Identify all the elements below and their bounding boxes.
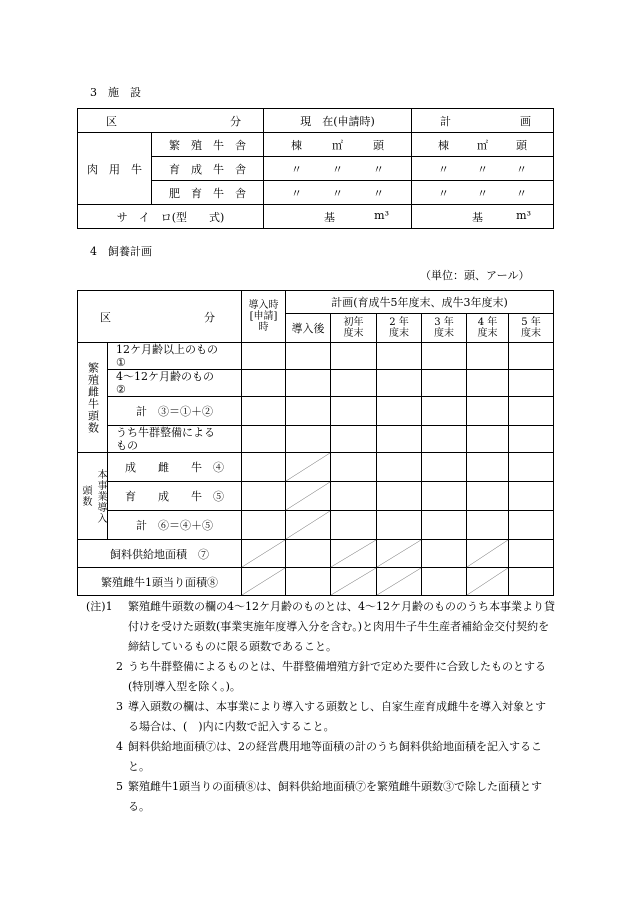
table-cell <box>509 511 554 540</box>
text-block <box>412 137 553 153</box>
table-cell <box>286 397 331 426</box>
col-after-intro: 導入後 <box>286 314 331 343</box>
table-cell <box>331 453 377 482</box>
table-cell <box>422 370 467 397</box>
col-year2: 2 年 度末 <box>377 314 422 343</box>
header-intro <box>242 291 286 343</box>
na-cell <box>377 540 422 568</box>
header-plan-1: 計 <box>440 114 451 128</box>
table-cell <box>509 370 554 397</box>
table-cell <box>377 453 422 482</box>
na-cell <box>467 540 509 568</box>
row-feed-area: 飼料供給地面積 ⑦ <box>78 540 242 568</box>
text-block <box>78 113 263 129</box>
silo-label: サ イ ロ(型 式) <box>78 205 264 229</box>
cell-text: 〃 <box>291 186 302 200</box>
header-current: 現 在(申請時) <box>264 109 412 133</box>
table-cell <box>264 157 412 181</box>
cell-text: ㎡ <box>477 138 488 152</box>
cell-text: 〃 <box>516 186 527 200</box>
table-cell <box>509 426 554 453</box>
cell-text: 〃 <box>291 162 302 176</box>
table-cell <box>467 426 509 453</box>
col-year5: 5 年 度末 <box>509 314 554 343</box>
na-cell <box>467 568 509 596</box>
cell-text: 棟 <box>291 138 302 152</box>
table-cell <box>467 453 509 482</box>
note-text: 繁殖雌牛頭数の欄の4～12ケ月齢のものとは、4～12ケ月齢のもののうち本事業より貸付けを受けた頭数(事業実施年度導入分を含む。)と肉用牛子牛生産者補給金交付契約を締結しているものに限る頭数であること。 <box>128 600 555 653</box>
na-cell <box>377 568 422 596</box>
header-plan: 計画(育成牛5年度末、成牛3年度末) <box>286 291 554 314</box>
table-cell <box>264 181 412 205</box>
note-number: 4 <box>116 740 123 753</box>
table-cell <box>412 205 554 229</box>
col-year4: 4 年 度末 <box>467 314 509 343</box>
group-project-intro: 本事業導入頭数 <box>80 468 106 524</box>
cell-text: m³ <box>516 208 531 222</box>
table-cell <box>467 397 509 426</box>
breeding-plan-table <box>77 290 554 596</box>
table-cell <box>509 397 554 426</box>
cell-text: 〃 <box>373 162 384 176</box>
text-block <box>86 697 556 737</box>
table-cell <box>331 426 377 453</box>
table-cell <box>242 343 286 370</box>
note-text: 飼料供給地面積⑦は、2の経営農用地等面積の計のうち飼料供給地面積を記入すること。 <box>128 740 542 773</box>
text-block <box>86 657 556 697</box>
note-number: (注)1 <box>86 600 113 613</box>
row-total3: 計 ③＝①＋② <box>108 397 242 426</box>
table-cell <box>467 511 509 540</box>
table-cell <box>467 370 509 397</box>
table-cell <box>331 370 377 397</box>
cell-text: 〃 <box>332 186 343 200</box>
table-cell <box>242 482 286 511</box>
table-cell <box>422 343 467 370</box>
table-cell <box>412 157 554 181</box>
cell-text: 頭 <box>516 138 527 152</box>
unit-note: （単位：頭、アール） <box>420 269 530 282</box>
row-label: 繁 殖 牛 舎 <box>152 133 264 157</box>
table-cell <box>377 511 422 540</box>
row-herd-improvement: うち牛群整備による もの <box>108 426 242 453</box>
table-cell <box>242 511 286 540</box>
table-cell <box>412 181 554 205</box>
cell-text: 基 <box>472 210 483 224</box>
row-adult-heifer: 成 雌 牛 ④ <box>108 453 242 482</box>
cell-text: 〃 <box>516 162 527 176</box>
cell-text: 基 <box>324 210 335 224</box>
table-cell <box>509 540 554 568</box>
table-cell <box>286 426 331 453</box>
table-cell <box>509 453 554 482</box>
cell-text: 〃 <box>332 162 343 176</box>
note-number: 2 <box>116 660 123 673</box>
table-cell <box>264 133 412 157</box>
row-12months: 12ケ月齢以上のもの ① <box>108 343 242 370</box>
cell-text: 〃 <box>438 186 449 200</box>
table-cell <box>422 426 467 453</box>
na-cell <box>331 540 377 568</box>
row-area-per-head: 繁殖雌牛1頭当り面積⑧ <box>78 568 242 596</box>
text-block <box>86 597 556 657</box>
row-growing-cattle: 育 成 牛 ⑤ <box>108 482 242 511</box>
table-cell <box>242 397 286 426</box>
table-cell <box>467 482 509 511</box>
cell-text: m³ <box>374 208 389 222</box>
table-cell <box>331 482 377 511</box>
note-text: うち牛群整備によるものとは、牛群整備増殖方針で定めた要件に合致したものとする(特別導入型を除く。)。 <box>128 660 546 693</box>
text-block <box>264 161 411 177</box>
cell-text: 棟 <box>438 138 449 152</box>
table-cell <box>422 453 467 482</box>
cell-text: 申請 <box>253 311 274 322</box>
na-cell <box>331 568 377 596</box>
note-text: 導入頭数の欄は、本事業により導入する頭数とし、自家生産育成雌牛を導入対象とする場合は、( )内に内数で記入すること。 <box>128 700 546 733</box>
table-cell <box>331 343 377 370</box>
text-block <box>78 309 241 325</box>
text-block: 導入時 <box>248 300 279 311</box>
cell-text: 〃 <box>438 162 449 176</box>
cell-text: 〃 <box>373 186 384 200</box>
row-4-12months: 4～12ケ月齢のもの ② <box>108 370 242 397</box>
col-year3: 3 年 度末 <box>422 314 467 343</box>
na-cell <box>242 568 286 596</box>
text-block <box>412 113 553 129</box>
table-cell <box>377 370 422 397</box>
facilities-table <box>77 108 554 229</box>
row-label: 肥 育 牛 舎 <box>152 181 264 205</box>
na-cell <box>286 482 331 511</box>
table-cell <box>377 482 422 511</box>
section4-title: 4 飼養計画 <box>90 245 152 258</box>
table-cell <box>422 568 467 596</box>
table-cell <box>412 109 554 133</box>
cell-text: 区 <box>100 310 111 324</box>
table-cell <box>286 540 331 568</box>
table-cell <box>377 426 422 453</box>
table-cell <box>331 397 377 426</box>
text-block <box>412 185 553 201</box>
cell-text: [ <box>249 311 254 322</box>
table-cell <box>412 133 554 157</box>
text-block <box>264 209 411 225</box>
cell-text: 〃 <box>477 186 488 200</box>
text-block <box>264 137 411 153</box>
table-cell <box>377 343 422 370</box>
text-block <box>86 737 556 777</box>
table-cell <box>422 397 467 426</box>
cell-text: ] <box>273 311 278 322</box>
text-block <box>412 209 553 225</box>
table-cell <box>78 343 108 453</box>
text-block <box>86 777 556 817</box>
na-cell <box>286 511 331 540</box>
table-cell <box>377 397 422 426</box>
text-block <box>242 311 285 322</box>
row-label: 育 成 牛 舎 <box>152 157 264 181</box>
group-breeding-heifers: 繁殖雌牛頭数 <box>86 361 100 434</box>
table-cell <box>78 291 242 343</box>
cell-text: 頭 <box>373 138 384 152</box>
header-kubun-2: 分 <box>230 114 241 128</box>
table-cell <box>509 482 554 511</box>
header-kubun-1: 区 <box>106 114 117 128</box>
text-block: 時 <box>258 322 269 333</box>
cell-text: ㎡ <box>332 138 343 152</box>
na-cell <box>242 540 286 568</box>
group-beef-cattle: 肉 用 牛 <box>78 133 152 205</box>
table-cell <box>242 370 286 397</box>
table-cell <box>422 511 467 540</box>
table-cell <box>509 343 554 370</box>
note-number: 3 <box>116 700 123 713</box>
text-block <box>264 185 411 201</box>
note-number: 5 <box>116 780 123 793</box>
table-cell <box>422 540 467 568</box>
cell-text: 分 <box>204 310 215 324</box>
table-cell <box>242 453 286 482</box>
cell-text: 〃 <box>477 162 488 176</box>
table-cell <box>242 426 286 453</box>
table-cell <box>286 370 331 397</box>
col-year1: 初年 度末 <box>331 314 377 343</box>
text-block <box>412 161 553 177</box>
table-cell <box>331 511 377 540</box>
table-cell <box>467 343 509 370</box>
table-cell <box>286 343 331 370</box>
na-cell <box>286 453 331 482</box>
notes <box>86 597 556 817</box>
table-cell <box>264 205 412 229</box>
table-cell <box>422 482 467 511</box>
row-total6: 計 ⑥＝④＋⑤ <box>108 511 242 540</box>
header-plan-2: 画 <box>520 114 531 128</box>
table-cell <box>286 568 331 596</box>
table-cell <box>78 109 264 133</box>
table-cell <box>78 453 108 540</box>
section3-title: 3 施 設 <box>90 86 141 99</box>
note-text: 繁殖雌牛1頭当りの面積⑧は、飼料供給地面積⑦を繁殖雌牛頭数③で除した面積とする。 <box>128 780 542 813</box>
table-cell <box>509 568 554 596</box>
